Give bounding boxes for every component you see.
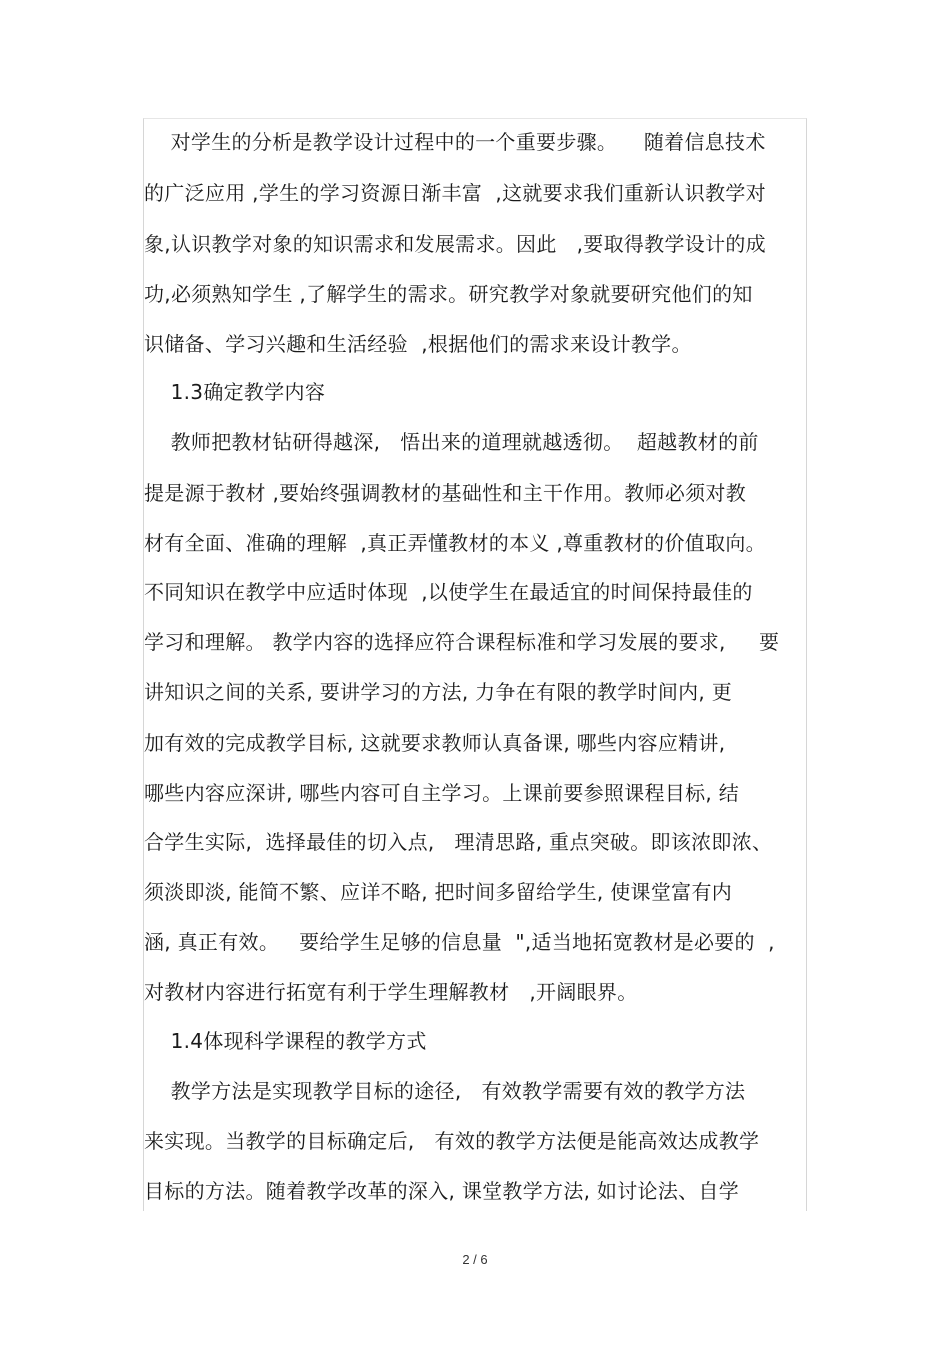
- text-line: 对学生的分析是教学设计过程中的一个重要步骤。 随着信息技术: [144, 130, 766, 154]
- text-line: 功,必须熟知学生 ,了解学生的需求。研究教学对象就要研究他们的知: [144, 282, 753, 306]
- text-line: 加有效的完成教学目标, 这就要求教师认真备课, 哪些内容应精讲,: [144, 731, 726, 755]
- text-line: 合学生实际, 选择最佳的切入点, 理清思路, 重点突破。即该浓即浓、: [144, 830, 773, 854]
- text-line: 目标的方法。随着教学改革的深入, 课堂教学方法, 如讨论法、自学: [144, 1179, 740, 1203]
- text-line: 涵, 真正有效。 要给学生足够的信息量 ",适当地拓宽教材是必要的 ,: [144, 930, 775, 954]
- text-line: 不同知识在教学中应适时体现 ,以使学生在最适宜的时间保持最佳的: [144, 580, 753, 604]
- text-line: 来实现。当教学的目标确定后, 有效的教学方法便是能高效达成教学: [144, 1129, 760, 1153]
- section-heading: 1.4体现科学课程的教学方式: [144, 1029, 427, 1053]
- text-line: 讲知识之间的关系, 要讲学习的方法, 力争在有限的教学时间内, 更: [144, 680, 733, 704]
- page-number: 2 / 6: [462, 1252, 488, 1267]
- text-line: 哪些内容应深讲, 哪些内容可自主学习。上课前要参照课程目标, 结: [144, 781, 740, 805]
- section-heading: 1.3确定教学内容: [144, 380, 326, 404]
- text-line: 须淡即淡, 能简不繁、应详不略, 把时间多留给学生, 使课堂富有内: [144, 880, 733, 904]
- text-line: 学习和理解。 教学内容的选择应符合课程标准和学习发展的要求, 要: [144, 630, 780, 654]
- text-line: 识储备、学习兴趣和生活经验 ,根据他们的需求来设计教学。: [144, 332, 692, 356]
- text-line: 提是源于教材 ,要始终强调教材的基础性和主干作用。教师必须对教: [144, 481, 747, 505]
- text-line: 教学方法是实现教学目标的途径, 有效教学需要有效的教学方法: [144, 1079, 746, 1103]
- text-line: 象,认识教学对象的知识需求和发展需求。因此 ,要取得教学设计的成: [144, 232, 766, 256]
- text-line: 材有全面、准确的理解 ,真正弄懂教材的本义 ,尊重教材的价值取向。: [144, 531, 766, 555]
- text-line: 对教材内容进行拓宽有利于学生理解教材 ,开阔眼界。: [144, 980, 638, 1004]
- text-line: 教师把教材钻研得越深, 悟出来的道理就越透彻。 超越教材的前: [144, 430, 759, 454]
- text-line: 的广泛应用 ,学生的学习资源日渐丰富 ,这就要求我们重新认识教学对: [144, 181, 766, 205]
